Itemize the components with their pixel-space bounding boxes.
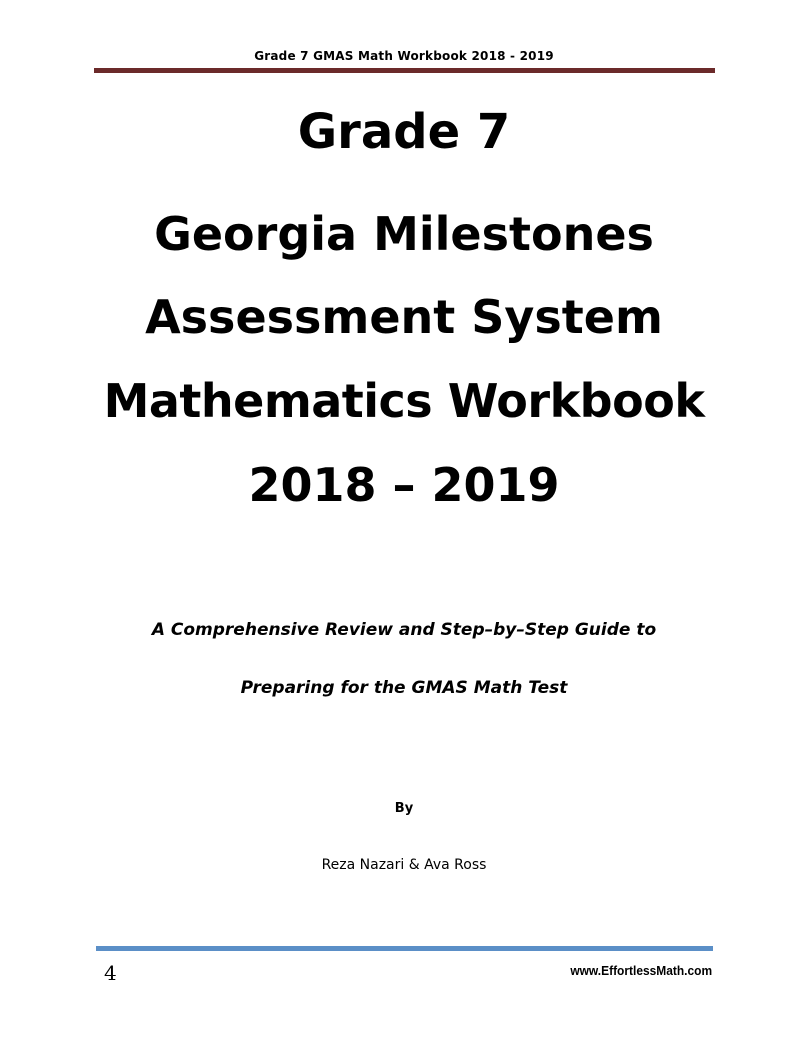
title-line-assessment: Assessment System [145,290,663,344]
page-number: 4 [104,961,117,985]
footer-rule [96,946,713,951]
title-grade: Grade 7 [297,104,511,160]
subtitle-line-2: Preparing for the GMAS Math Test [240,678,568,698]
footer-website: www.EffortlessMath.com [570,963,712,978]
by-label: By [394,801,414,816]
title-line-years: 2018 – 2019 [248,458,560,512]
running-header: Grade 7 GMAS Math Workbook 2018 - 2019 [254,49,554,63]
authors: Reza Nazari & Ava Ross [321,857,487,873]
title-line-mathematics: Mathematics Workbook [103,374,705,428]
title-line-georgia: Georgia Milestones [154,207,654,261]
subtitle-line-1: A Comprehensive Review and Step–by–Step Guide to [151,620,657,640]
header-rule [94,68,715,73]
